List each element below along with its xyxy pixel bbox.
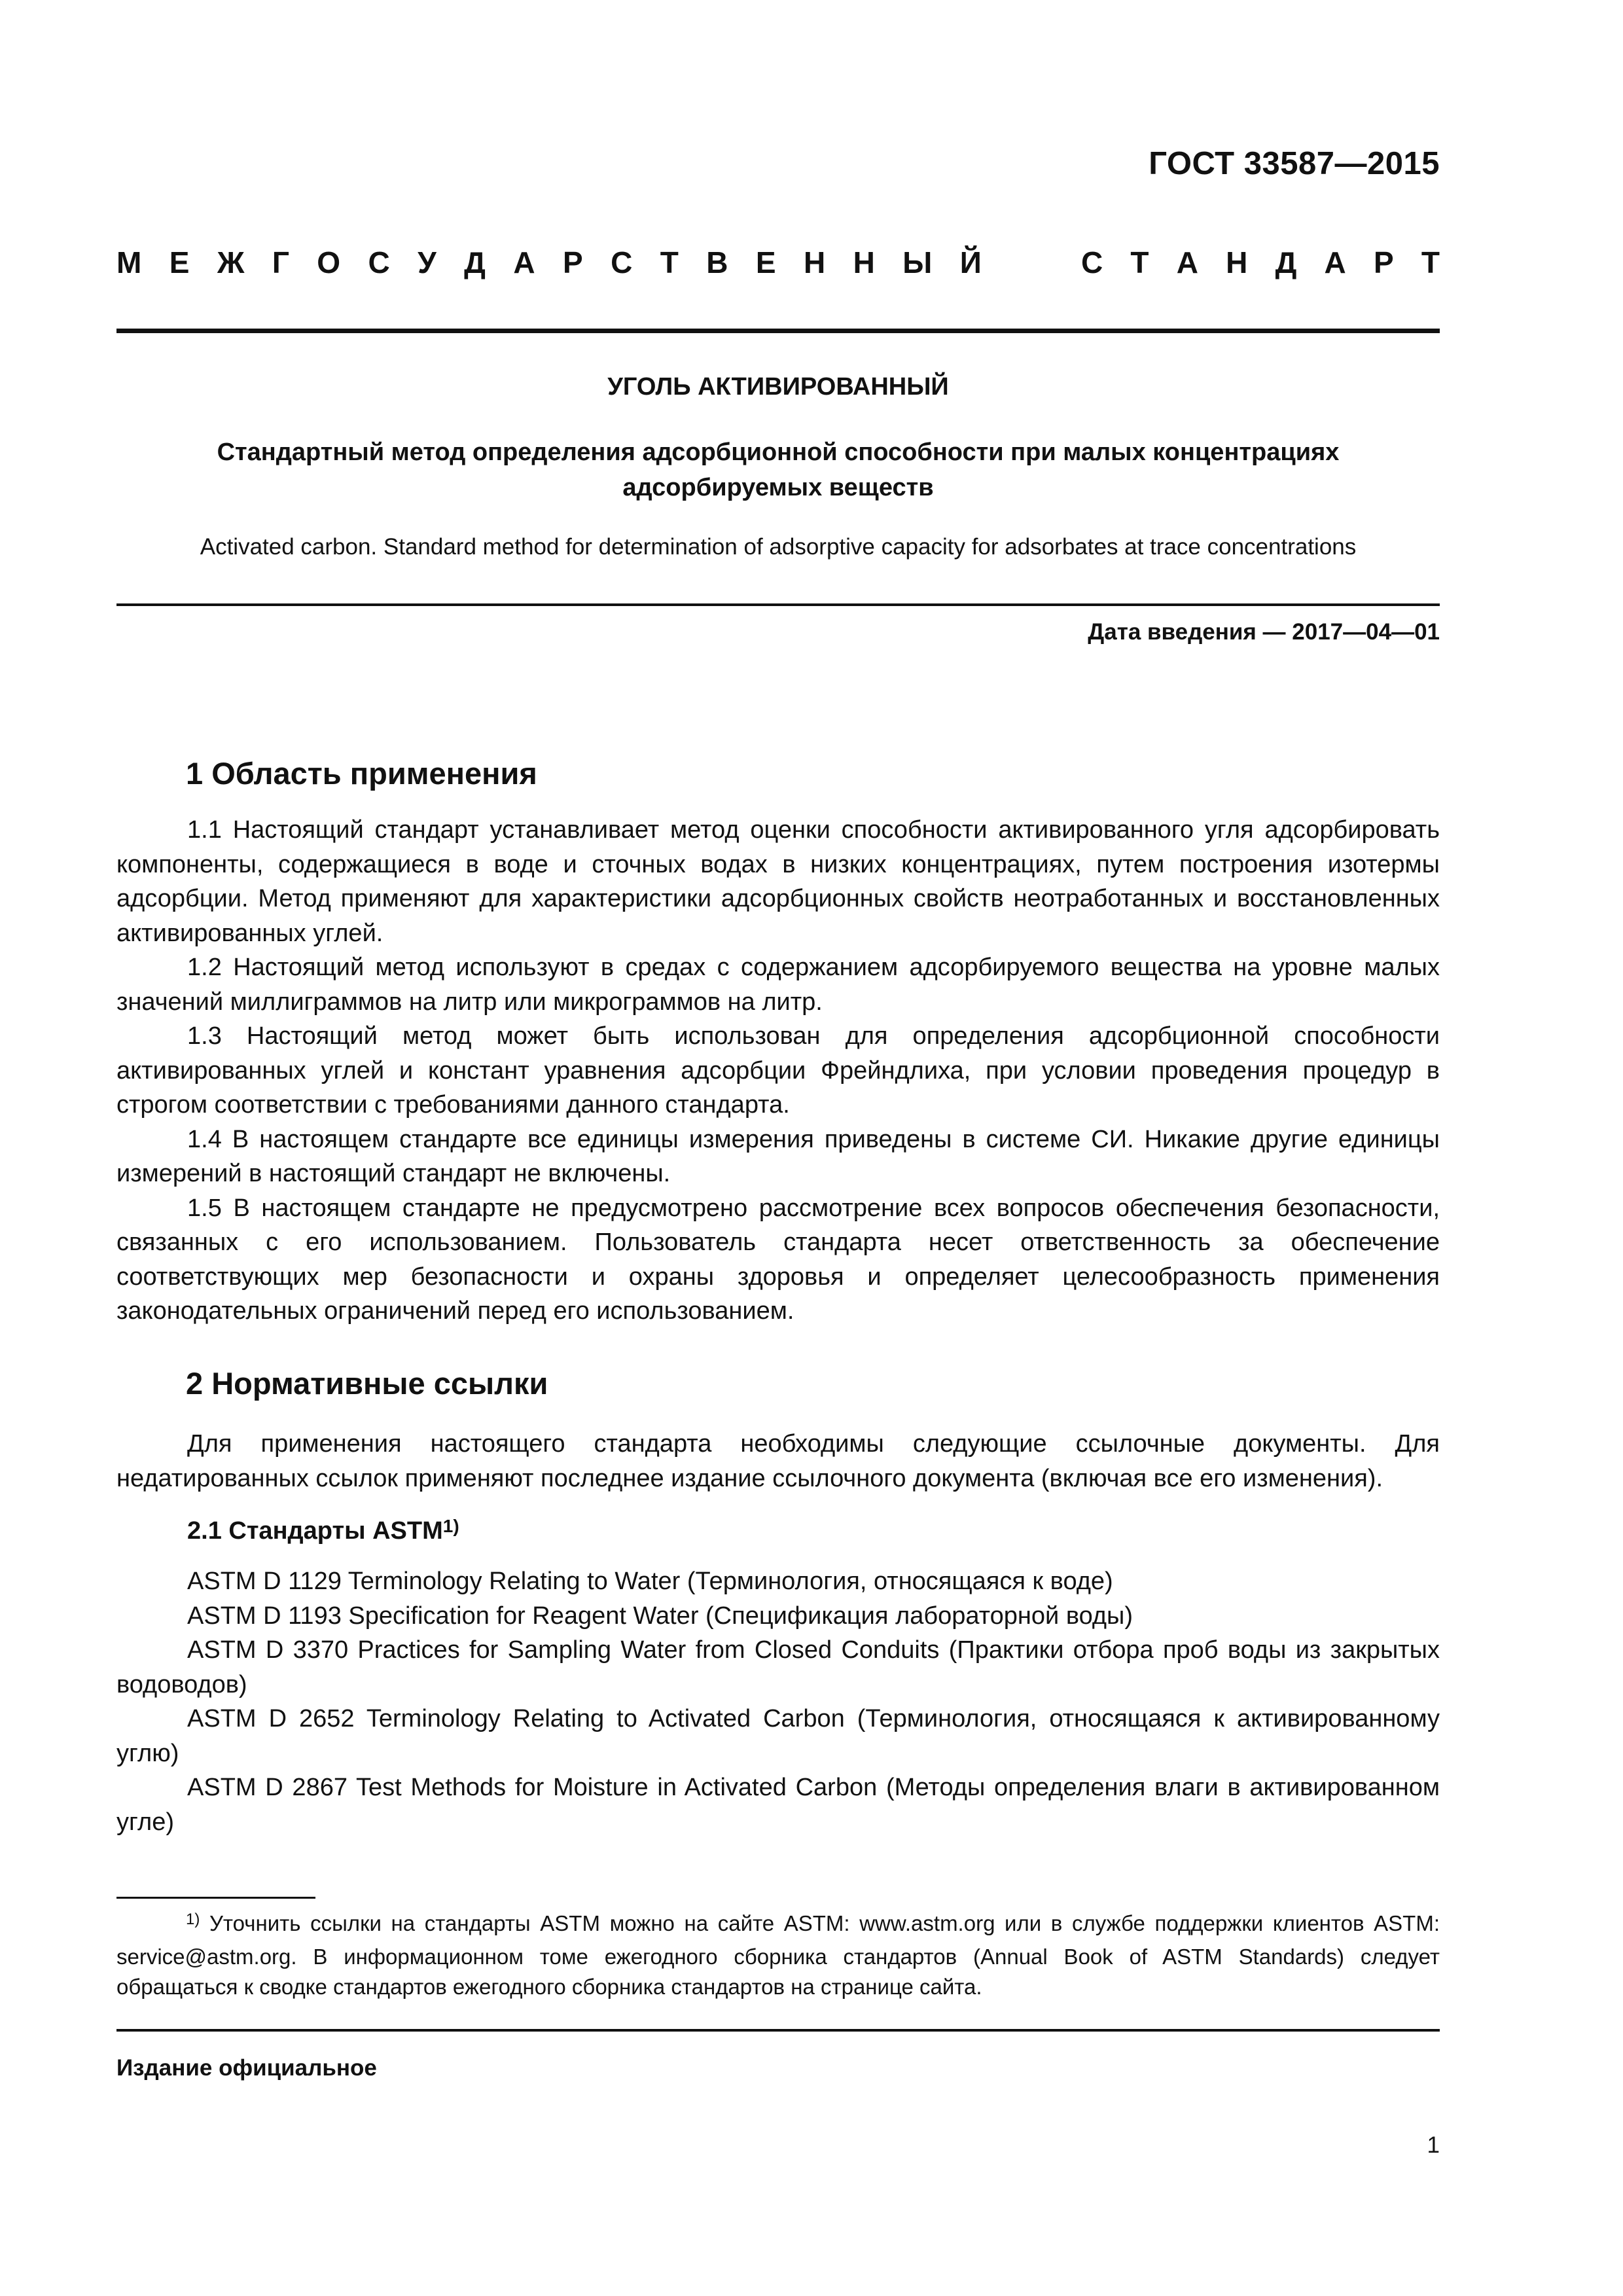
banner-letter: Р [562, 245, 583, 279]
banner-letter: М [116, 245, 142, 279]
subsection-heading-astm [187, 1517, 459, 1545]
subtitle-line: Стандартный метод определения адсорбционной способности при малых концентрациях [217, 439, 1340, 466]
section-heading-references: 2 Нормативные ссылки [186, 1366, 548, 1401]
banner-letter: Т [1421, 245, 1440, 279]
banner-letter: А [1176, 245, 1198, 279]
page-number: 1 [1427, 2132, 1440, 2158]
banner-letter: Т [1130, 245, 1149, 279]
clause-paragraph: 1.3 Настоящий метод может быть использован для определения адсорбционной способности активированных углей и констант уравнения адсорбции Фрейндлиха, при условии проведения процедур в строгом соответствии с требованиями данного стандарта. [116, 1022, 1440, 1119]
document-page [116, 0, 1440, 2296]
banner-letter: Д [1275, 245, 1297, 279]
banner-letter: Е [169, 245, 190, 279]
banner-letter: Н [1226, 245, 1248, 279]
banner-letter: Н [803, 245, 826, 279]
banner-letter: В [706, 245, 728, 279]
interstate-standard-banner [116, 245, 1440, 280]
references-intro-paragraph: Для применения настоящего стандарта необходимы следующие ссылочные документы. Для недатированных ссылок применяют последнее издание ссылочного документа (включая все его изменения). [116, 1430, 1440, 1492]
banner-letter: Е [755, 245, 776, 279]
reference-item: ASTM D 1193 Specification for Reagent Water (Спецификация лабораторной воды) [187, 1602, 1133, 1630]
subtitle-line: адсорбируемых веществ [622, 474, 934, 501]
banner-letter: Ы [902, 245, 933, 279]
astm-reference-list [116, 1564, 1440, 1839]
banner-letter: С [1081, 245, 1103, 279]
banner-letter: Р [1373, 245, 1394, 279]
footnote-paragraph [116, 1909, 1440, 2003]
english-title: Activated carbon. Standard method for determination of adsorptive capacity for adsorbates at trace concentrations [200, 534, 1357, 560]
interstate-word [116, 245, 982, 280]
banner-letter: А [1324, 245, 1346, 279]
reference-item: ASTM D 1129 Terminology Relating to Water (Терминология, относящаяся к воде) [187, 1568, 1113, 1595]
clause-paragraph: 1.2 Настоящий метод используют в средах с содержанием адсорбируемого вещества на уровне малых значений миллиграммов на литр или микрограммов на литр. [116, 954, 1440, 1016]
footnote-text: Уточнить ссылки на стандарты ASTM можно на сайте ASTM: www.astm.org или в службе поддержки клиентов ASTM: service@astm.org. В информационном томе ежегодного сборника стандартов (Annual Book of ASTM Standards) следует обращаться к сводке стандартов ежегодного сборника стандартов на странице сайта. [116, 1911, 1440, 1999]
banner-letter: Д [464, 245, 486, 279]
clause-paragraph: 1.4 В настоящем стандарте все единицы измерения приведены в системе СИ. Никакие другие единицы измерений в настоящий стандарт не включены. [116, 1125, 1440, 1187]
clause-paragraph: 1.5 В настоящем стандарте не предусмотрено рассмотрение всех вопросов обеспечения безопасности, связанных с его использованием. Пользователь стандарта несет ответственность за обеспечение соответствующих мер безопасности и охраны здоровья и определяет целесообразность применения законодательных ограничений перед его использованием. [116, 1194, 1440, 1325]
references-intro [116, 1427, 1440, 1496]
official-edition-label: Издание официальное [116, 2055, 377, 2081]
footnote-separator [116, 1897, 315, 1899]
banner-letter: О [317, 245, 341, 279]
footnote-reference-mark: 1) [442, 1516, 459, 1536]
banner-letter: Г [272, 245, 289, 279]
banner-letter: Н [853, 245, 875, 279]
banner-letter: А [513, 245, 535, 279]
banner-letter: Т [660, 245, 679, 279]
introduction-date: Дата введения — 2017—04—01 [1088, 619, 1440, 645]
standard-word [1081, 245, 1440, 280]
banner-letter: Ж [217, 245, 245, 279]
reference-item: ASTM D 2652 Terminology Relating to Activated Carbon (Терминология, относящаяся к активированному углю) [116, 1705, 1440, 1767]
clause-paragraph: 1.1 Настоящий стандарт устанавливает метод оценки способности активированного угля адсорбировать компоненты, содержащиеся в воде и сточных водах в низких концентрациях, путем построения изотермы адсорбции. Метод применяют для характеристики адсорбционных свойств неотработанных и восстановленных активированных углей. [116, 816, 1440, 947]
document-number: ГОСТ 33587—2015 [1149, 146, 1440, 181]
document-title: УГОЛЬ АКТИВИРОВАННЫЙ [607, 373, 949, 401]
footer-divider [116, 2029, 1440, 2032]
section-heading-scope: 1 Область применения [186, 756, 537, 791]
banner-letter: Й [959, 245, 982, 279]
header-divider [116, 329, 1440, 333]
subsection-heading-text: 2.1 Стандарты ASTM [187, 1517, 443, 1545]
footnote [116, 1909, 1440, 2003]
title-divider [116, 603, 1440, 606]
section-scope-body [116, 813, 1440, 1329]
banner-letter: У [418, 245, 437, 279]
document-subtitle [116, 435, 1440, 505]
reference-item: ASTM D 3370 Practices for Sampling Water from Closed Conduits (Практики отбора проб воды из закрытых водоводов) [116, 1636, 1440, 1698]
banner-letter: С [611, 245, 633, 279]
footnote-marker: 1) [186, 1910, 200, 1928]
reference-item: ASTM D 2867 Test Methods for Moisture in Activated Carbon (Методы определения влаги в активированном угле) [116, 1774, 1440, 1836]
banner-letter: С [368, 245, 390, 279]
